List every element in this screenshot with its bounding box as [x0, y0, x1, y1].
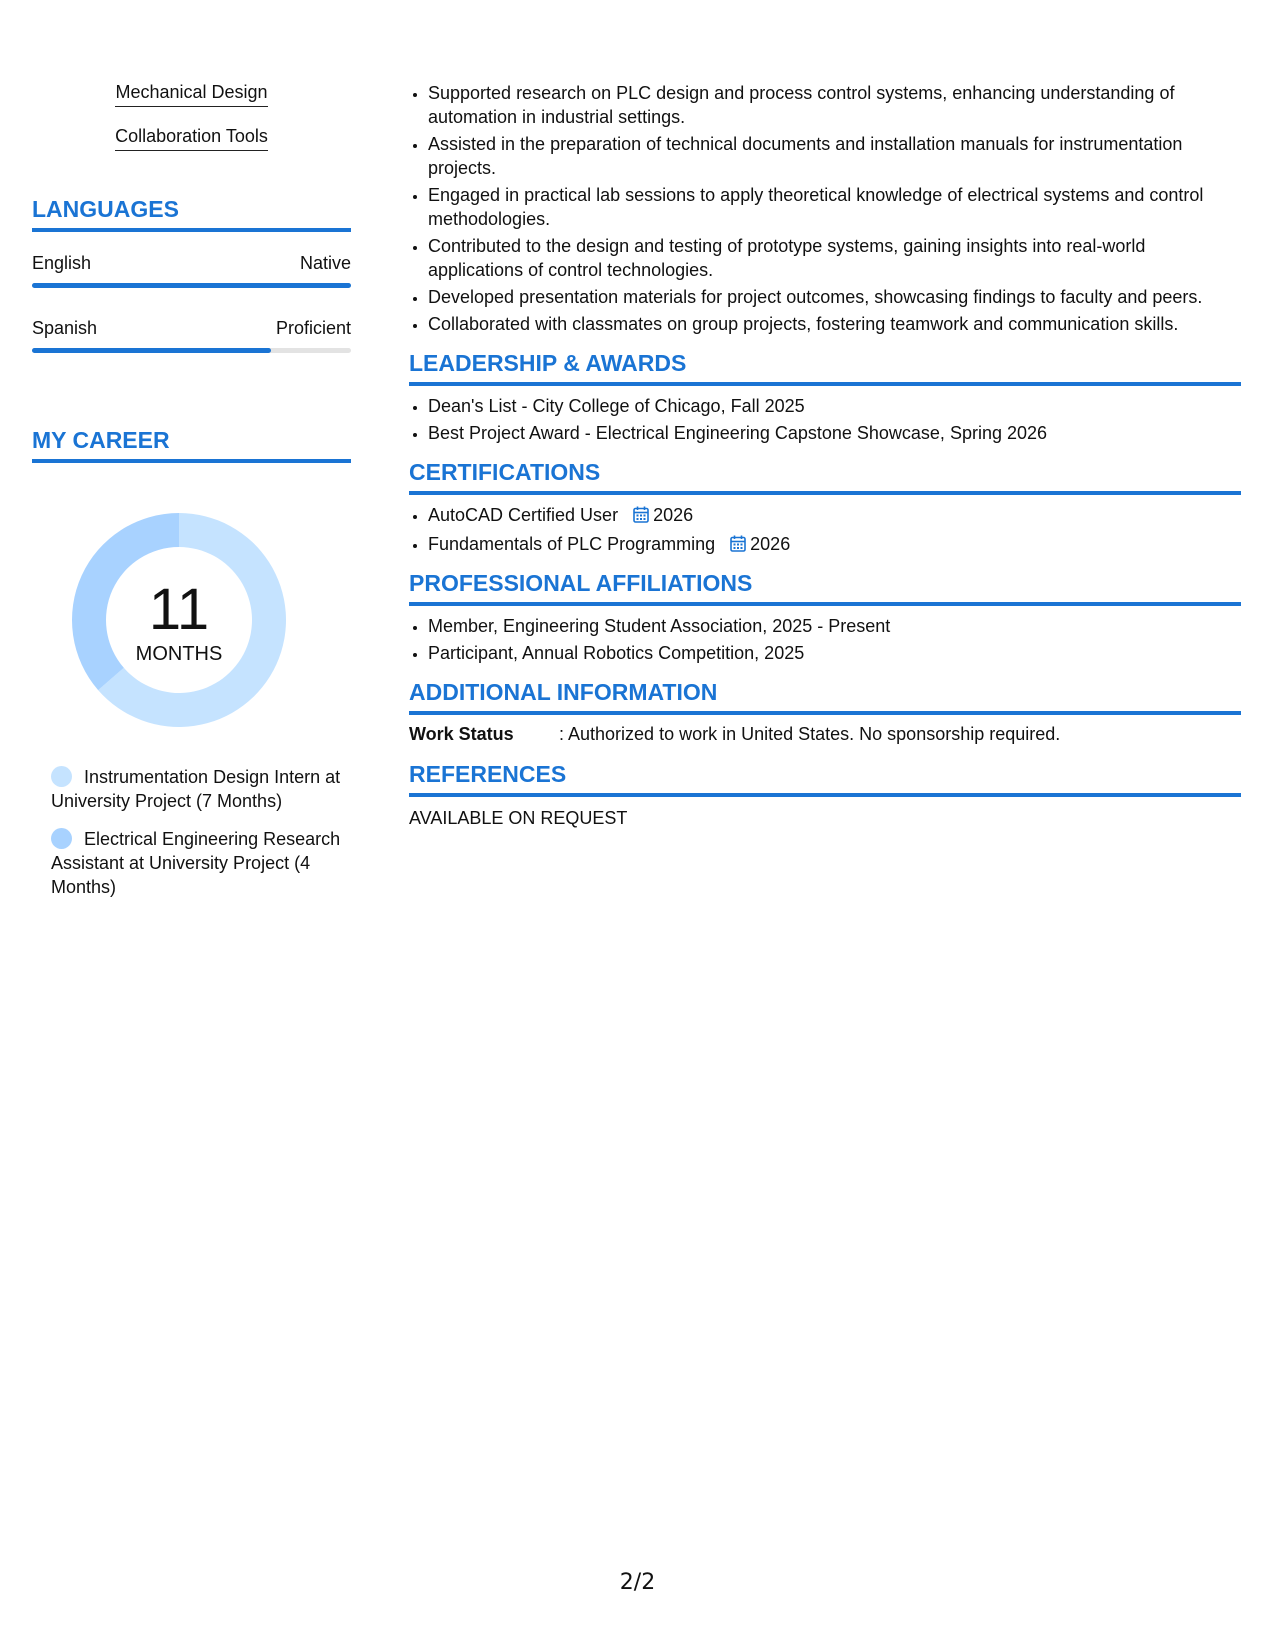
certification-year: 2026: [750, 534, 791, 554]
skill-item: Collaboration Tools: [32, 124, 351, 151]
section-divider: [32, 228, 351, 232]
section-divider: [32, 459, 351, 463]
work-status-label: Work Status: [409, 724, 514, 744]
language-level: Proficient: [275, 318, 351, 338]
page-number: 2/2: [619, 1570, 656, 1595]
leadership-list: [409, 394, 1241, 445]
affiliations-list: [409, 614, 1241, 665]
calendar-icon: [633, 506, 649, 523]
language-name: English: [32, 253, 92, 273]
list-item: • Collaborated with classmates on group projects, fostering teamwork and communication skills.: [428, 312, 1241, 336]
certification-name: Fundamentals of PLC Programming: [428, 534, 716, 554]
affiliations-section: [409, 569, 1241, 665]
section-divider: [409, 491, 1241, 495]
language-level: Native: [299, 253, 351, 273]
list-item: • Best Project Award - Electrical Engineering Capstone Showcase, Spring 2026: [428, 421, 1241, 445]
section-divider: [409, 711, 1241, 715]
legend-dot: [51, 766, 72, 787]
list-item: [428, 532, 1241, 556]
leadership-section: [409, 349, 1241, 445]
skill-item: Mechanical Design: [32, 80, 351, 107]
career-section: [32, 426, 351, 899]
career-donut-chart: [66, 507, 292, 733]
legend-label: Electrical Engineering Research Assistant at University Project (4 Months): [51, 829, 341, 897]
list-item: • Supported research on PLC design and process control systems, enhancing understanding of automation in industrial settings.: [428, 81, 1241, 129]
career-legend-item: [51, 765, 341, 813]
list-item: • Contributed to the design and testing of prototype systems, gaining insights into real-world applications of control technologies.: [428, 234, 1241, 282]
language-level-fill: [32, 283, 351, 288]
section-title: MY CAREER: [32, 427, 170, 453]
certification-name: AutoCAD Certified User: [428, 505, 619, 525]
language-level-fill: [32, 348, 271, 353]
references-section: [409, 760, 1241, 830]
section-divider: [409, 602, 1241, 606]
legend-label: Instrumentation Design Intern at University Project (7 Months): [51, 767, 341, 811]
calendar-icon: [730, 535, 746, 552]
list-item: • Engaged in practical lab sessions to apply theoretical knowledge of electrical systems and control methodologies.: [428, 183, 1241, 231]
section-title: ADDITIONAL INFORMATION: [409, 679, 718, 705]
language-name: Spanish: [32, 318, 98, 338]
sidebar: [32, 80, 351, 913]
list-item: • Member, Engineering Student Association, 2025 - Present: [428, 614, 1241, 638]
languages-section: [32, 195, 351, 353]
section-title: LEADERSHIP & AWARDS: [409, 350, 687, 376]
career-total-unit: MONTHS: [135, 643, 223, 665]
certifications-section: [409, 458, 1241, 556]
list-item: • Participant, Annual Robotics Competition, 2025: [428, 641, 1241, 665]
experience-bullets: [409, 81, 1241, 336]
language-item: [32, 251, 351, 288]
career-legend: [32, 765, 351, 899]
work-status-row: [409, 722, 1241, 746]
list-item: • Dean's List - City College of Chicago, Fall 2025: [428, 394, 1241, 418]
career-legend-item: [51, 827, 341, 899]
main-content: [409, 80, 1241, 830]
section-title: CERTIFICATIONS: [409, 459, 601, 485]
list-item: • Assisted in the preparation of technical documents and installation manuals for instrumentation projects.: [428, 132, 1241, 180]
references-text: AVAILABLE ON REQUEST: [409, 808, 628, 828]
section-divider: [409, 793, 1241, 797]
work-status-value: : Authorized to work in United States. No sponsorship required.: [559, 724, 1061, 744]
section-title: REFERENCES: [409, 761, 567, 787]
section-divider: [409, 382, 1241, 386]
list-item: • Developed presentation materials for project outcomes, showcasing findings to faculty and peers.: [428, 285, 1241, 309]
certifications-list: [409, 503, 1241, 556]
language-level-bar: [32, 348, 351, 353]
language-item: [32, 316, 351, 353]
list-item: [428, 503, 1241, 527]
section-title: PROFESSIONAL AFFILIATIONS: [409, 570, 753, 596]
section-title: LANGUAGES: [32, 196, 179, 222]
legend-dot: [51, 828, 72, 849]
language-level-bar: [32, 283, 351, 288]
certification-year: 2026: [653, 505, 694, 525]
career-total-months: 11: [148, 577, 210, 642]
additional-info-section: [409, 678, 1241, 746]
